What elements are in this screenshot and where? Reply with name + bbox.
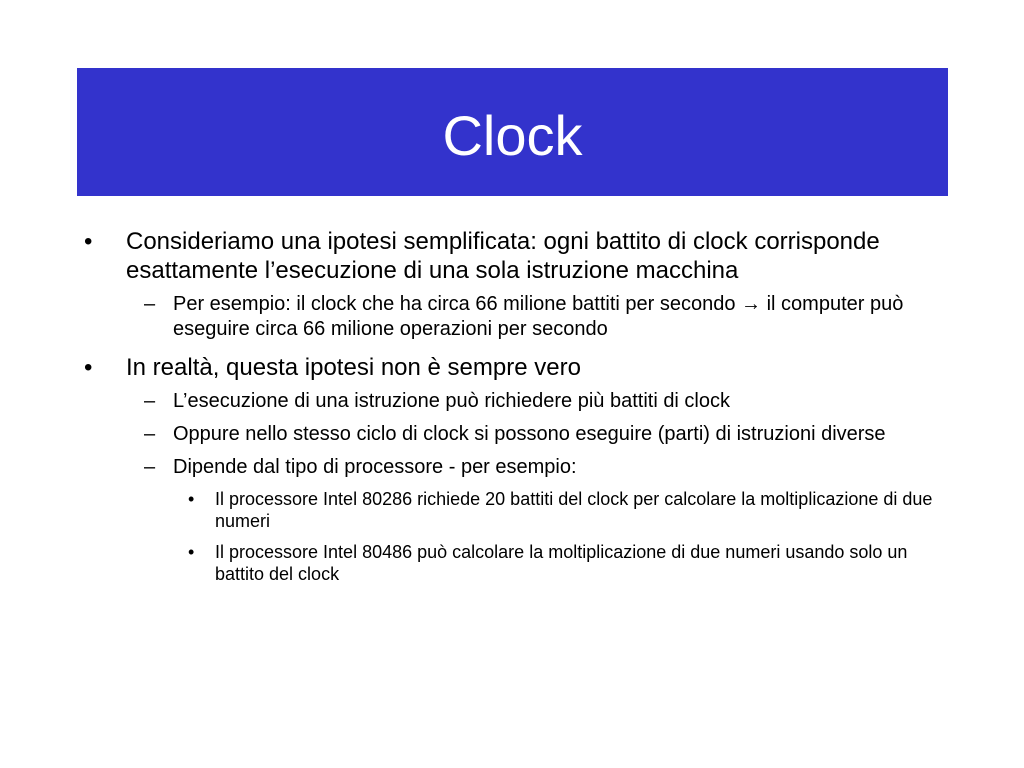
dash-marker: –: [144, 456, 156, 478]
sub-bullet-text: Dipende dal tipo di processore - per esempio:: [173, 456, 577, 478]
bullet-item: [84, 353, 944, 382]
bullet-text: In realtà, questa ipotesi non è sempre vero: [126, 354, 581, 381]
slide-title: Clock: [442, 104, 583, 167]
bullet-marker: •: [84, 354, 93, 381]
sub-bullet-item: [144, 292, 944, 342]
bullet-marker: •: [188, 489, 195, 509]
sub-sub-bullet-item: [188, 488, 938, 532]
dash-marker: –: [144, 293, 156, 315]
sub-bullet-text: Per esempio: il clock che ha circa 66 milione battiti per secondo → il computer può eseguire circa 66 milione operazioni per secondo: [173, 293, 904, 340]
sub-sub-bullet-text: Il processore Intel 80486 può calcolare la moltiplicazione di due numeri usando solo un battito del clock: [215, 542, 908, 584]
sub-bullet-item: [144, 422, 944, 447]
dash-marker: –: [144, 390, 156, 412]
sub-sub-bullet-text: Il processore Intel 80286 richiede 20 battiti del clock per calcolare la moltiplicazione di due numeri: [215, 489, 933, 531]
sub-bullet-text: L’esecuzione di una istruzione può richiedere più battiti di clock: [173, 390, 731, 412]
bullet-marker: •: [84, 228, 93, 255]
sub-bullet-item: [144, 455, 944, 480]
dash-marker: –: [144, 423, 156, 445]
bullet-item: [84, 227, 944, 285]
bullet-list: [84, 227, 944, 585]
bullet-marker: •: [188, 542, 195, 562]
sub-bullet-text: Oppure nello stesso ciclo di clock si possono eseguire (parti) di istruzioni diverse: [173, 423, 886, 445]
bullet-text: Consideriamo una ipotesi semplificata: ogni battito di clock corrisponde esattamente l’esecuzione di una sola istruzione macchina: [126, 228, 880, 284]
title-bar: [77, 68, 948, 196]
sub-sub-bullet-item: [188, 541, 938, 585]
sub-bullet-item: [144, 389, 944, 414]
